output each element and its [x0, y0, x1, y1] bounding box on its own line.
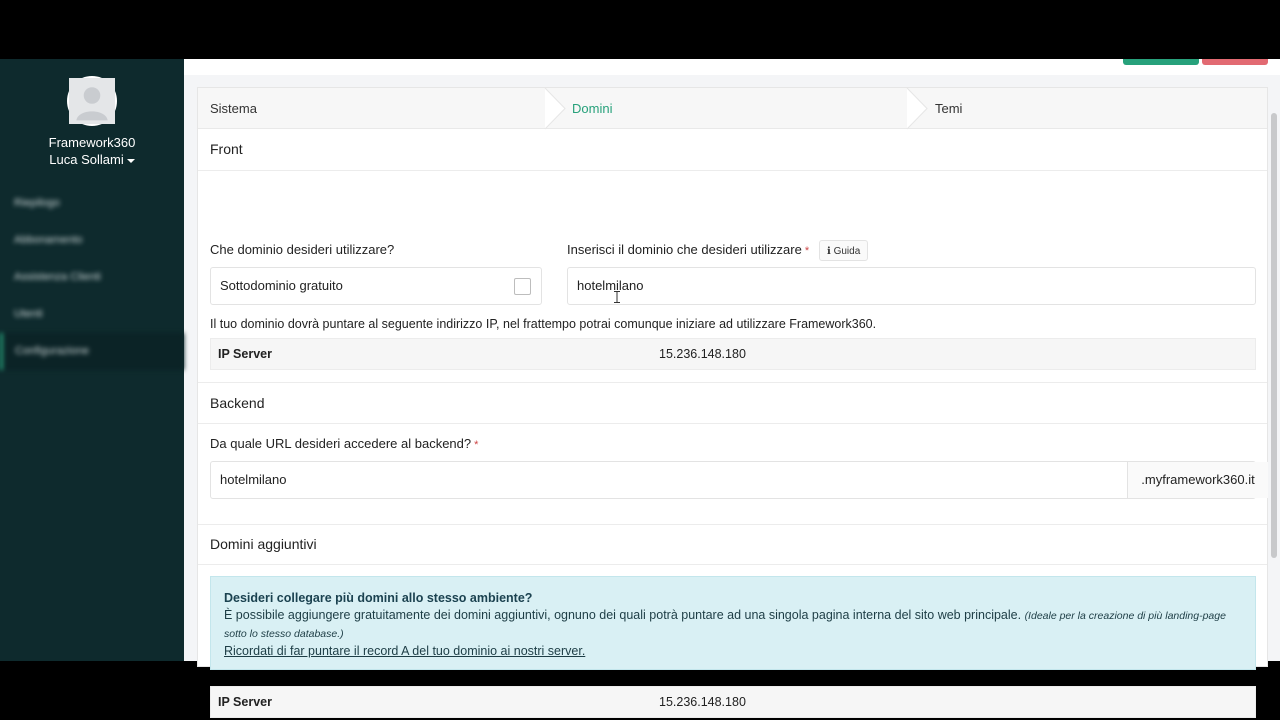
guide-button[interactable]: ℹ Guida: [819, 240, 868, 261]
sidebar-item-configurazione[interactable]: Configurazione: [0, 333, 184, 370]
caret-down-icon: [127, 159, 135, 163]
required-mark: *: [804, 245, 810, 257]
backend-url-input[interactable]: hotelmilano: [220, 472, 287, 487]
user-menu[interactable]: [0, 152, 184, 167]
sidebar-item-riepilogo[interactable]: Riepilogo: [14, 197, 60, 209]
backend-url-input-group: [210, 461, 1256, 499]
domain-config-panel: [197, 87, 1268, 709]
subdomain-checkbox[interactable]: [514, 278, 531, 295]
required-mark: *: [474, 439, 479, 451]
divider: [198, 524, 1267, 525]
subdomain-option-label: Sottodominio gratuito: [220, 278, 343, 293]
ip-server-value: 15.236.148.180: [659, 347, 746, 361]
divider: [198, 382, 1267, 383]
save-button[interactable]: [1123, 59, 1199, 65]
dns-record-link[interactable]: Ricordati di far puntare il record A del tuo dominio ai nostri server.: [224, 644, 586, 658]
text-cursor-icon: [614, 291, 620, 303]
cancel-button[interactable]: [1202, 59, 1268, 65]
alert-title: Desideri collegare più domini allo stesso ambiente?: [224, 591, 533, 605]
org-name: Framework360: [48, 135, 136, 150]
sidebar-item-abbonamento[interactable]: Abbonamento: [14, 234, 83, 246]
additional-ip-server-row: [210, 686, 1256, 718]
scrollbar[interactable]: [1271, 113, 1277, 558]
section-title-backend: Backend: [210, 395, 265, 411]
ip-server-label: IP Server: [218, 347, 272, 361]
step-sistema[interactable]: Sistema: [210, 101, 257, 116]
domain-input[interactable]: hotelmilano: [567, 267, 1256, 305]
sidebar-item-utenti[interactable]: Utenti: [14, 308, 43, 320]
section-title-front: Front: [210, 141, 243, 157]
alert-note: (Ideale per la creazione di più landing-page sotto lo stesso database.): [224, 610, 1226, 640]
info-icon: ℹ: [827, 246, 831, 257]
additional-domains-alert: [210, 576, 1256, 670]
backend-url-label: Da quale URL desideri accedere al backend? *: [210, 436, 479, 451]
ip-info-text: Il tuo dominio dovrà puntare al seguente indirizzo IP, nel frattempo potrai comunque iniziare ad utilizzare Framework360.: [210, 317, 877, 331]
section-title-additional-domains: Domini aggiuntivi: [210, 536, 317, 552]
domain-input-label: Inserisci il dominio che desideri utilizzare *: [567, 242, 810, 257]
step-separator-icon: [545, 88, 567, 129]
step-domini[interactable]: Domini: [572, 101, 613, 116]
top-bar: [184, 59, 1280, 75]
user-avatar-icon: [69, 78, 115, 124]
wizard-steps: [198, 88, 1267, 129]
avatar[interactable]: [67, 76, 117, 126]
alert-body: [224, 607, 1242, 643]
step-separator-icon: [907, 88, 929, 129]
sidebar-item-assistenza[interactable]: Assistenza Clienti: [14, 271, 101, 283]
ip-server-row: [210, 338, 1256, 370]
subdomain-option[interactable]: [210, 267, 542, 305]
step-temi[interactable]: Temi: [935, 101, 963, 116]
divider: [198, 423, 1267, 424]
alert-text: È possibile aggiungere gratuitamente dei domini aggiuntivi, ognuno dei quali potrà puntare ad una singola pagina interna del sito web principale.: [224, 608, 1022, 622]
ip-server-label: IP Server: [218, 695, 272, 709]
app-window: [0, 59, 1280, 709]
divider: [198, 170, 1267, 171]
user-name: Luca Sollami: [49, 152, 124, 167]
domain-question-label: Che dominio desideri utilizzare?: [210, 242, 395, 257]
sidebar-nav: [0, 185, 184, 370]
ip-server-value: 15.236.148.180: [659, 695, 746, 709]
backend-url-suffix: .myframework360.it: [1127, 462, 1268, 498]
sidebar: [0, 59, 184, 661]
divider: [198, 564, 1267, 565]
